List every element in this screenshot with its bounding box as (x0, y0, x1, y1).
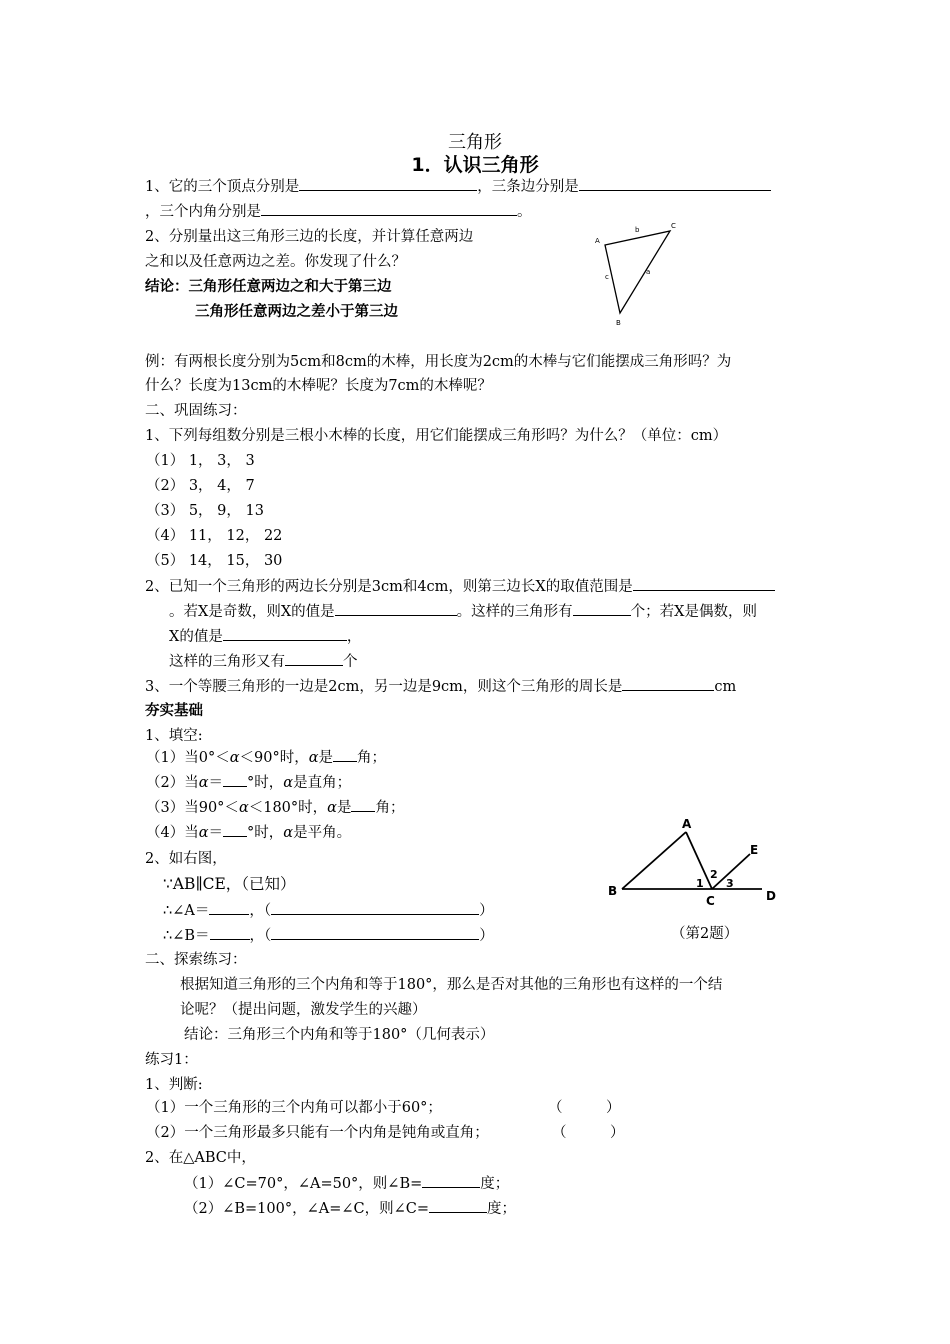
answer-blank-angle-b-degrees[interactable] (422, 1173, 480, 1188)
answer-blank-angles[interactable] (261, 201, 517, 216)
section-heading-consolidation: 二、巩固练习： (145, 403, 247, 419)
consolidation-question-2-line-3: X的值是 ， (169, 626, 361, 647)
section-title: 1．认识三角形 (411, 154, 539, 176)
consolidation-question-2-line-1: 2、已知一个三角形的两边长分别是3cm和4cm，则第三边长X的取值范围是 (145, 576, 775, 597)
line-ba (622, 832, 686, 889)
triangle-figure-1 (585, 215, 685, 330)
stick-set-item: （5） 14， 15， 30 (146, 553, 283, 569)
exploration-line-2: 论呢？（提出问题，激发学生的兴趣） (180, 1002, 427, 1018)
vertex-label-b: B (616, 319, 621, 327)
judge-answer-1[interactable]: （ ） (548, 1100, 621, 1116)
example-line-1: 例：有两根长度分别为5cm和8cm的木棒，用长度为2cm的木棒与它们能摆成三角形吗？为 (145, 354, 732, 370)
consolidation-question-2-line-2: 。若X是奇数，则X的值是 。这样的三角形有 个；若X是偶数，则 (169, 601, 757, 622)
answer-blank-angle-c-degrees[interactable] (429, 1198, 487, 1213)
given-statement: ∵AB∥CE，（已知） (163, 875, 296, 893)
calc-item-2: （2）∠B=100°，∠A=∠C，则∠C= 度； (184, 1198, 516, 1219)
basics-question-2: 2、如右图， (145, 851, 227, 867)
exploration-line-1: 根据知道三角形的三个内角和等于180°，那么是否对其他的三角形也有这样的一个结 (180, 977, 723, 993)
answer-blank-angle-a[interactable] (209, 900, 249, 915)
basics-question-1: 1、填空: (145, 728, 203, 744)
example-line-2: 什么？长度为13cm的木棒呢？长度为7cm的木棒呢？ (145, 378, 492, 394)
side-label-c: c (605, 273, 609, 281)
consolidation-question-3: 3、一个等腰三角形的一边是2cm，另一边是9cm，则这个三角形的周长是 cm (145, 676, 736, 697)
section-heading-exploration: 二、探索练习： (145, 952, 247, 968)
answer-blank-acute[interactable] (333, 747, 357, 762)
answer-blank-vertices[interactable] (299, 176, 477, 191)
answer-blank-sides[interactable] (579, 176, 771, 191)
therefore-angle-b: ∴∠B＝ ，（ ） (163, 925, 494, 946)
answer-blank-even-count[interactable] (285, 651, 343, 666)
answer-blank-angle-b[interactable] (210, 925, 250, 940)
judge-answer-2[interactable]: （ ） (552, 1125, 625, 1141)
answer-blank-straight-degrees[interactable] (223, 822, 247, 837)
stick-set-item: （4） 11， 12， 22 (146, 528, 283, 544)
answer-blank-right-degrees[interactable] (223, 772, 247, 787)
answer-blank-obtuse[interactable] (351, 797, 375, 812)
stick-set-item: （3） 5， 9， 13 (146, 503, 264, 519)
vertex-label-c: C (671, 222, 676, 230)
question-1-line-1: 1、它的三个顶点分别是 ，三条边分别是 (145, 176, 771, 197)
answer-blank-range[interactable] (633, 576, 775, 591)
fill-item-2: （2）当α＝ °时，α是直角； (146, 772, 351, 793)
point-label-d: D (766, 889, 776, 903)
vertex-label-a: A (595, 237, 600, 245)
judge-item-1: （1）一个三角形的三个内角可以都小于60°； (146, 1100, 442, 1116)
question-1-line-2: ，三个内角分别是 。 (145, 201, 532, 222)
point-label-c: C (706, 894, 715, 908)
triangle-abc (605, 231, 670, 313)
point-label-e: E (750, 843, 759, 857)
figure-caption: （第2题） (671, 926, 739, 942)
angle-label-3: 3 (726, 877, 734, 890)
practice-question-2: 2、在△ABC中， (145, 1150, 256, 1166)
conclusion-line-2: 三角形任意两边之差小于第三边 (195, 304, 398, 320)
point-label-a: A (682, 817, 692, 831)
angle-label-1: 1 (696, 877, 704, 890)
page-title: 三角形 (448, 132, 502, 153)
answer-blank-odd-count[interactable] (573, 601, 631, 616)
therefore-angle-a: ∴∠A＝ ，（ ） (163, 900, 494, 921)
fill-item-4: （4）当α＝ °时，α是平角。 (146, 822, 351, 843)
question-2-line-2: 之和以及任意两边之差。你发现了什么？ (145, 254, 406, 270)
practice-question-1: 1、判断: (145, 1077, 203, 1093)
side-label-b: b (635, 226, 640, 234)
angle-label-2: 2 (710, 868, 718, 881)
question-2-line-1: 2、分别量出这三角形三边的长度，并计算任意两边 (145, 229, 474, 245)
answer-blank-reason-a[interactable] (271, 900, 479, 915)
consolidation-question-1: 1、下列每组数分别是三根小木棒的长度，用它们能摆成三角形吗？为什么？（单位：cm） (145, 428, 728, 444)
fill-item-3: （3）当90°＜α＜180°时，α是 角； (146, 797, 404, 818)
answer-blank-perimeter[interactable] (622, 676, 714, 691)
judge-item-2: （2）一个三角形最多只能有一个内角是钝角或直角； (146, 1125, 489, 1141)
answer-blank-reason-b[interactable] (271, 925, 479, 940)
section-heading-practice-1: 练习1： (145, 1052, 198, 1068)
side-label-a: a (646, 268, 651, 276)
fill-item-1: （1）当0°＜α＜90°时，α是 角； (146, 747, 386, 768)
answer-blank-even-x[interactable] (223, 626, 347, 641)
calc-item-1: （1）∠C=70°，∠A=50°，则∠B= 度； (184, 1173, 509, 1194)
conclusion-line-1: 结论：三角形任意两边之和大于第三边 (145, 279, 392, 295)
consolidation-question-2-line-4: 这样的三角形又有 个 (169, 651, 358, 672)
parallel-lines-figure (600, 810, 790, 910)
stick-set-item: （2） 3， 4， 7 (146, 478, 255, 494)
exploration-conclusion: 结论：三角形三个内角和等于180°（几何表示） (184, 1027, 495, 1043)
section-heading-basics: 夯实基础 (145, 703, 203, 719)
point-label-b: B (608, 884, 618, 898)
stick-set-item: （1） 1， 3， 3 (146, 453, 255, 469)
answer-blank-odd-x[interactable] (335, 601, 457, 616)
